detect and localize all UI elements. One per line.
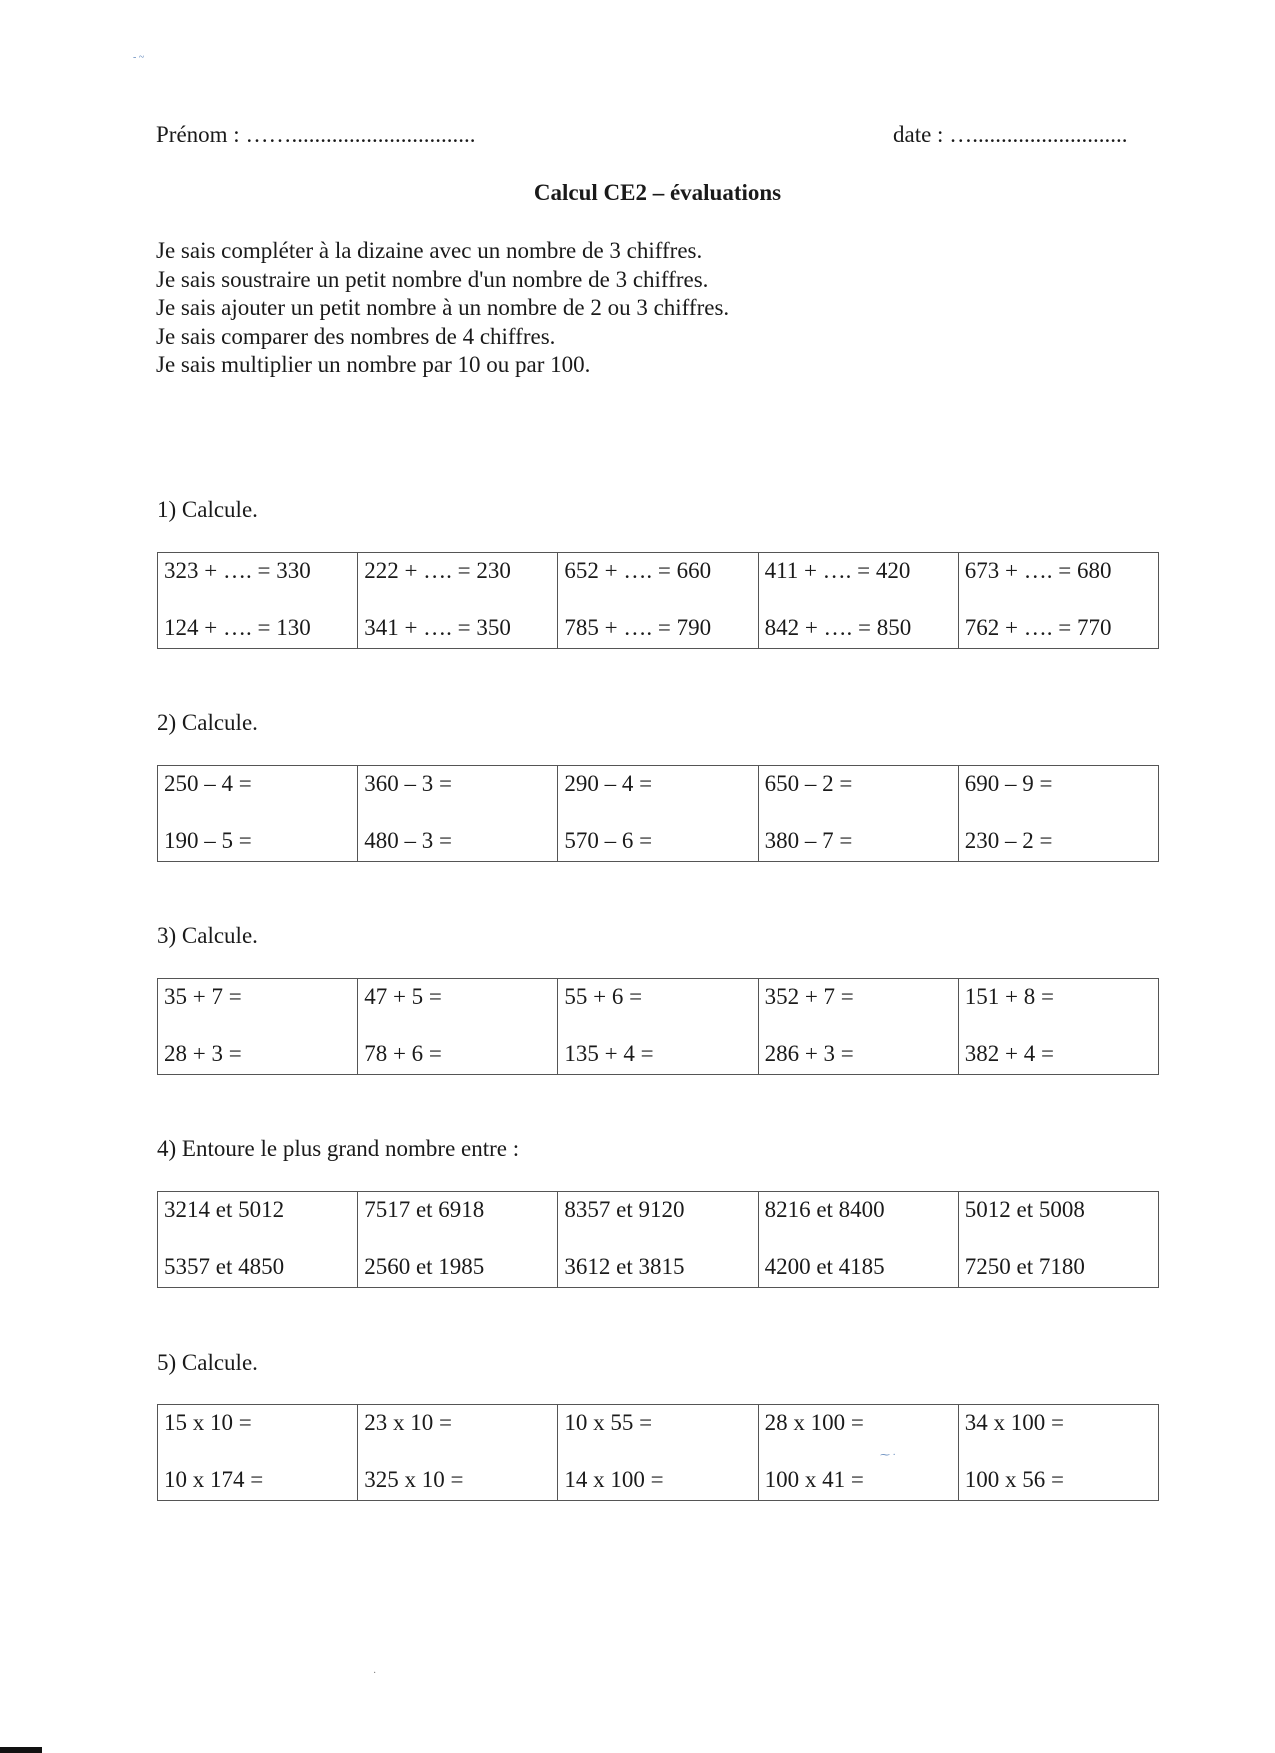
exercise-item: 14 x 100 =	[564, 1467, 664, 1492]
exercise-item: 230 – 2 =	[964, 828, 1053, 853]
exercise-cell	[358, 1405, 558, 1501]
exercise-item: 23 x 10 =	[364, 1410, 452, 1435]
exercise-1-table	[157, 552, 1159, 649]
scan-speck: ⁓ ·	[880, 1450, 896, 1461]
exercise-cell	[758, 979, 958, 1075]
objective-item: Je sais ajouter un petit nombre à un nombre de 2 ou 3 chiffres.	[156, 295, 730, 320]
exercise-2-table	[157, 765, 1159, 862]
exercise-item: 7517 et 6918	[364, 1197, 485, 1222]
exercise-cell	[158, 766, 358, 862]
exercise-item: 570 – 6 =	[564, 828, 653, 853]
exercise-4-heading: 4) Entoure le plus grand nombre entre :	[157, 1136, 520, 1161]
exercise-cell	[558, 1192, 758, 1288]
exercise-item: 7250 et 7180	[964, 1254, 1085, 1279]
exercise-item: 480 – 3 =	[364, 828, 452, 853]
exercise-item: 325 x 10 =	[364, 1467, 464, 1492]
exercise-item: 28 x 100 =	[764, 1410, 864, 1435]
objectives-list	[156, 237, 729, 380]
exercise-item: 380 – 7 =	[764, 828, 853, 853]
exercise-item: 352 + 7 =	[764, 984, 854, 1009]
objective-item: Je sais multiplier un nombre par 10 ou par 100.	[156, 352, 591, 377]
exercise-cell	[958, 979, 1158, 1075]
exercise-item: 360 – 3 =	[364, 771, 452, 796]
exercise-cell	[558, 553, 758, 649]
exercise-item: 34 x 100 =	[964, 1410, 1064, 1435]
exercise-item: 78 + 6 =	[364, 1041, 442, 1066]
exercise-item: 100 x 56 =	[964, 1467, 1064, 1492]
exercise-cell	[758, 1405, 958, 1501]
scan-speck: - ~	[133, 52, 145, 63]
exercise-item: 5012 et 5008	[964, 1197, 1085, 1222]
exercise-item: 341 + …. = 350	[364, 615, 511, 640]
exercise-item: 28 + 3 =	[164, 1041, 242, 1066]
date-field: date : …...........................	[893, 122, 1128, 147]
objective-item: Je sais comparer des nombres de 4 chiffres.	[156, 323, 556, 349]
exercise-cell	[358, 1192, 558, 1288]
exercise-item: 100 x 41 =	[764, 1467, 864, 1492]
exercise-item: 124 + …. = 130	[164, 615, 311, 640]
exercise-2-heading: 2) Calcule.	[157, 710, 258, 735]
exercise-cell	[958, 553, 1158, 649]
exercise-item: 650 – 2 =	[764, 771, 853, 796]
exercise-item: 35 + 7 =	[164, 984, 242, 1009]
exercise-item: 250 – 4 =	[164, 771, 252, 796]
exercise-3-table	[157, 978, 1159, 1075]
objective-item: Je sais compléter à la dizaine avec un nombre de 3 chiffres.	[156, 238, 703, 263]
exercise-cell	[158, 1405, 358, 1501]
exercise-cell	[958, 1192, 1158, 1288]
exercise-item: 3612 et 3815	[564, 1254, 685, 1279]
exercise-item: 411 + …. = 420	[764, 558, 911, 583]
page-title: Calcul CE2 – évaluations	[533, 180, 782, 205]
exercise-5-heading: 5) Calcule.	[157, 1350, 258, 1375]
exercise-cell	[958, 766, 1158, 862]
exercise-item: 3214 et 5012	[164, 1197, 285, 1222]
exercise-5-table	[157, 1404, 1159, 1501]
exercise-cell	[158, 979, 358, 1075]
exercise-1-heading: 1) Calcule.	[157, 497, 258, 522]
exercise-4-table	[157, 1191, 1159, 1288]
exercise-item: 15 x 10 =	[164, 1410, 252, 1435]
scan-speck: ·	[373, 1668, 377, 1679]
exercise-item: 785 + …. = 790	[564, 615, 712, 640]
exercise-item: 4200 et 4185	[764, 1254, 885, 1279]
exercise-item: 10 x 174 =	[164, 1467, 264, 1492]
exercise-cell	[558, 766, 758, 862]
exercise-item: 290 – 4 =	[564, 771, 653, 796]
exercise-item: 382 + 4 =	[964, 1041, 1054, 1066]
exercise-item: 652 + …. = 660	[564, 558, 712, 583]
exercise-item: 5357 et 4850	[164, 1254, 285, 1279]
exercise-cell	[158, 553, 358, 649]
exercise-cell	[758, 766, 958, 862]
exercise-item: 673 + …. = 680	[964, 558, 1112, 583]
exercise-cell	[358, 553, 558, 649]
exercise-item: 690 – 9 =	[964, 771, 1053, 796]
exercise-cell	[358, 979, 558, 1075]
exercise-cell	[758, 553, 958, 649]
exercise-cell	[558, 1405, 758, 1501]
exercise-item: 842 + …. = 850	[764, 615, 912, 640]
objective-item: Je sais soustraire un petit nombre d'un nombre de 3 chiffres.	[156, 266, 709, 292]
exercise-item: 222 + …. = 230	[364, 558, 511, 583]
exercise-item: 2560 et 1985	[364, 1254, 485, 1279]
scan-edge-mark	[0, 1747, 42, 1753]
exercise-cell	[358, 766, 558, 862]
exercise-cell	[758, 1192, 958, 1288]
exercise-item: 8216 et 8400	[764, 1197, 885, 1222]
exercise-item: 8357 et 9120	[564, 1197, 685, 1222]
exercise-item: 47 + 5 =	[364, 984, 442, 1009]
exercise-item: 762 + …. = 770	[964, 615, 1112, 640]
exercise-cell	[558, 979, 758, 1075]
exercise-cell	[958, 1405, 1158, 1501]
exercise-item: 190 – 5 =	[164, 828, 252, 853]
exercise-item: 323 + …. = 330	[164, 558, 311, 583]
prenom-field: Prénom : ……................................	[156, 122, 476, 147]
exercise-item: 10 x 55 =	[564, 1410, 653, 1435]
exercise-item: 286 + 3 =	[764, 1041, 854, 1066]
exercise-item: 55 + 6 =	[564, 984, 643, 1009]
exercise-cell	[158, 1192, 358, 1288]
exercise-item: 135 + 4 =	[564, 1041, 654, 1066]
exercise-3-heading: 3) Calcule.	[157, 923, 258, 948]
exercise-item: 151 + 8 =	[964, 984, 1054, 1009]
